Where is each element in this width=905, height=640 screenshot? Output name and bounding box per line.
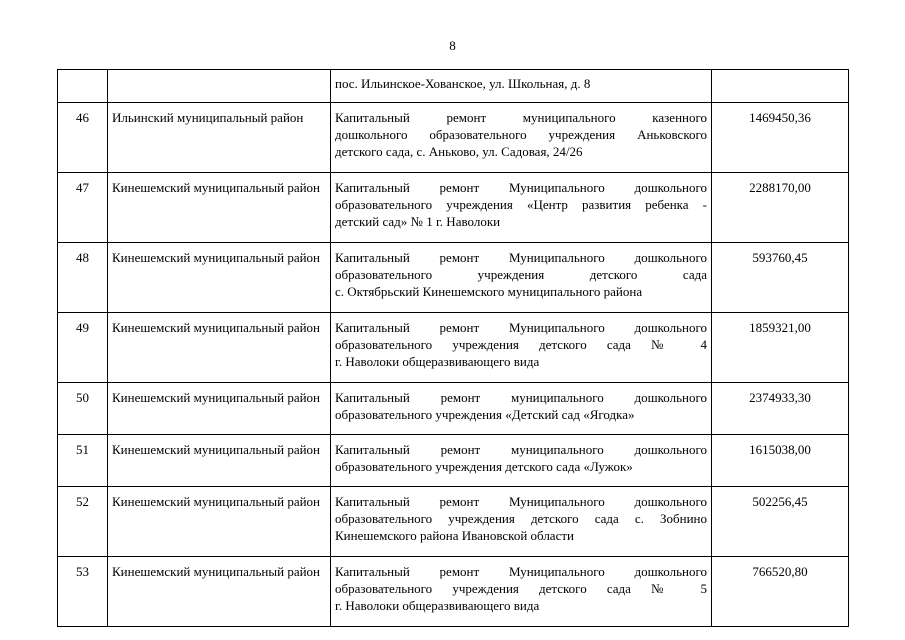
row-number: 52 <box>58 487 108 557</box>
table-row <box>58 173 849 243</box>
row-number: 51 <box>58 435 108 487</box>
description-line: пос. Ильинское-Хованское, ул. Школьная, д. 8 <box>335 76 591 91</box>
description-cell <box>331 243 712 313</box>
description-line: образовательного учреждения детского сада «Лужок» <box>335 459 633 474</box>
description-line: образовательного учреждения детского сада с. Зобнино <box>335 511 707 526</box>
description-line: образовательного учреждения детского сада № 5 <box>335 581 707 596</box>
row-number: 46 <box>58 103 108 173</box>
description-line: Капитальный ремонт муниципального дошкольного <box>335 390 707 405</box>
amount: 766520,80 <box>712 557 849 627</box>
amount: 593760,45 <box>712 243 849 313</box>
district-name: Кинешемский муниципальный район <box>108 313 331 383</box>
description-line: Капитальный ремонт Муниципального дошкольного <box>335 180 707 195</box>
amount: 1859321,00 <box>712 313 849 383</box>
row-number: 53 <box>58 557 108 627</box>
amount: 2374933,30 <box>712 383 849 435</box>
amount: 1469450,36 <box>712 103 849 173</box>
description-cell <box>331 557 712 627</box>
description-cell <box>331 487 712 557</box>
description-line: образовательного учреждения «Центр развития ребенка - <box>335 197 707 212</box>
description-cell <box>331 70 712 103</box>
table-row <box>58 435 849 487</box>
district-name: Кинешемский муниципальный район <box>108 487 331 557</box>
row-number-cell <box>58 70 108 103</box>
description-cell <box>331 435 712 487</box>
description-line: г. Наволоки общеразвивающего вида <box>335 354 540 369</box>
district-name: Кинешемский муниципальный район <box>108 557 331 627</box>
funding-table <box>57 69 849 627</box>
row-number: 49 <box>58 313 108 383</box>
table-row <box>58 103 849 173</box>
table-row-continuation <box>58 70 849 103</box>
row-number: 47 <box>58 173 108 243</box>
description-line: образовательного учреждения детского сада № 4 <box>335 337 707 352</box>
description-cell <box>331 383 712 435</box>
district-cell <box>108 70 331 103</box>
description-line: Кинешемского района Ивановской области <box>335 528 574 543</box>
description-line: детский сад» № 1 г. Наволоки <box>335 214 501 229</box>
description-line: образовательного учреждения детского сада <box>335 267 707 282</box>
description-line: с. Октябрьский Кинешемского муниципального района <box>335 284 643 299</box>
page-number: 8 <box>449 38 456 53</box>
description-cell <box>331 103 712 173</box>
description-line: Капитальный ремонт Муниципального дошкольного <box>335 250 707 265</box>
description-line: детского сада, с. Аньково, ул. Садовая, 24/26 <box>335 144 583 159</box>
description-line: Капитальный ремонт муниципального дошкольного <box>335 442 707 457</box>
row-number: 48 <box>58 243 108 313</box>
district-name: Ильинский муниципальный район <box>108 103 331 173</box>
amount: 502256,45 <box>712 487 849 557</box>
description-line: дошкольного образовательного учреждения Аньковского <box>335 127 707 142</box>
amount-cell <box>712 70 849 103</box>
table-row <box>58 243 849 313</box>
table-row <box>58 313 849 383</box>
amount: 1615038,00 <box>712 435 849 487</box>
description-line: образовательного учреждения «Детский сад «Ягодка» <box>335 407 635 422</box>
description-line: Капитальный ремонт Муниципального дошкольного <box>335 320 707 335</box>
table-row <box>58 383 849 435</box>
description-line: Капитальный ремонт Муниципального дошкольного <box>335 494 707 509</box>
description-line: Капитальный ремонт муниципального казенного <box>335 110 707 125</box>
district-name: Кинешемский муниципальный район <box>108 243 331 313</box>
description-cell <box>331 313 712 383</box>
description-line: г. Наволоки общеразвивающего вида <box>335 598 540 613</box>
description-line: Капитальный ремонт Муниципального дошкольного <box>335 564 707 579</box>
district-name: Кинешемский муниципальный район <box>108 435 331 487</box>
table-row <box>58 487 849 557</box>
district-name: Кинешемский муниципальный район <box>108 383 331 435</box>
amount: 2288170,00 <box>712 173 849 243</box>
row-number: 50 <box>58 383 108 435</box>
description-cell <box>331 173 712 243</box>
table-row <box>58 557 849 627</box>
district-name: Кинешемский муниципальный район <box>108 173 331 243</box>
